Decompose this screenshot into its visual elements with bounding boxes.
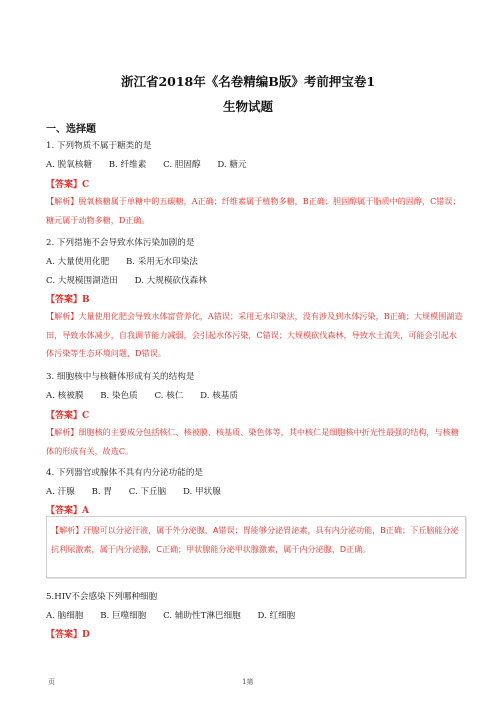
question-4-explanation-box [46, 516, 466, 578]
question-5-stem: 5.HIV不会感染下列哪种细胞 [46, 592, 158, 602]
option-c: C. 下丘脑 [128, 487, 167, 497]
option-b: B. 染色质 [100, 391, 138, 401]
question-5-answer: 【答案】D [46, 630, 90, 640]
option-a: A. 大量使用化肥 [46, 257, 110, 267]
option-c: C. 辅助性T淋巴细胞 [163, 611, 241, 621]
option-d: D. 甲状腺 [182, 487, 221, 497]
question-1-options [46, 158, 261, 170]
option-c: C. 胆固醇 [163, 160, 201, 170]
option-a: A. 脱氧核糖 [46, 160, 93, 170]
document-title: 浙江省2018年《名卷精编B版》考前押宝卷1 [120, 74, 376, 89]
option-b: B. 纤维素 [108, 160, 147, 170]
option-a: A. 核被膜 [46, 391, 84, 401]
question-2-options-row1 [46, 255, 212, 267]
question-4-options [46, 485, 235, 497]
page-number: 1第 [242, 678, 254, 686]
question-3-answer: 【答案】C [46, 411, 90, 421]
option-b: B. 巨噬细胞 [100, 611, 147, 621]
option-d: D. 红细胞 [257, 611, 296, 621]
option-b: B. 采用无水印染法 [125, 257, 198, 267]
question-4-stem: 4. 下列器官或腺体不具有内分泌功能的是 [46, 468, 204, 478]
question-2-explanation: 【解析】大量使用化肥会导致水体富营养化，A错误；采用无水印染法，没有涉及到水体污染，B正确；大规模围湖造田，导致水体减少，自我调节能力减弱，会引起水体污染，C错误；大规模砍伐森林，导致水土流失，可能会引起水体污染等生态环境问题，D错误。 [46, 311, 463, 358]
section-heading: 一、选择题 [46, 124, 96, 135]
option-c: C. 大规模围湖造田 [46, 276, 118, 286]
question-1-stem: 1. 下列物质不属于糖类的是 [46, 141, 152, 151]
option-d: D. 核基质 [200, 391, 238, 401]
question-5-options [46, 609, 309, 621]
question-1-answer: 【答案】C [46, 180, 90, 190]
question-4-explanation: 【解析】汗腺可以分泌汗液，属于外分泌腺，A错误；胃能够分泌胃泌素，具有内分泌功能，B正确；下丘脑能分泌抗利尿激素，属于内分泌腺，C正确；甲状腺能分泌甲状腺激素，属于内分泌腺，D正确。 [51, 525, 459, 554]
question-3-explanation: 【解析】细胞核的主要成分包括核仁、核被膜、核基质、染色体等，其中核仁是细胞核中折光性最强的结构，与核糖体的形成有关，故选C。 [46, 427, 459, 456]
option-a: A. 脑细胞 [46, 611, 84, 621]
document-subtitle: 生物试题 [222, 99, 273, 114]
question-4-answer: 【答案】A [46, 506, 89, 516]
question-1-explanation: 【解析】脱氧核糖属于单糖中的五碳糖，A正确；纤维素属于植物多糖，B正确；胆固醇属于脂质中的固醇，C错误；糖元属于动物多糖，D正确。 [46, 196, 461, 225]
question-2-stem: 2. 下列措施不会导致水体污染加剧的是 [46, 238, 195, 248]
question-3-options [46, 389, 252, 401]
question-2-options-row2 [46, 274, 221, 286]
footer-left: 页 [48, 678, 55, 686]
question-3-stem: 3. 细胞核中与核糖体形成有关的结构是 [46, 372, 195, 382]
option-c: C. 核仁 [154, 391, 184, 401]
option-b: B. 胃 [91, 487, 112, 497]
option-d: D. 糖元 [217, 160, 247, 170]
option-a: A. 汗腺 [46, 487, 75, 497]
question-2-answer: 【答案】B [46, 295, 90, 305]
option-d: D. 大规模砍伐森林 [134, 276, 207, 286]
